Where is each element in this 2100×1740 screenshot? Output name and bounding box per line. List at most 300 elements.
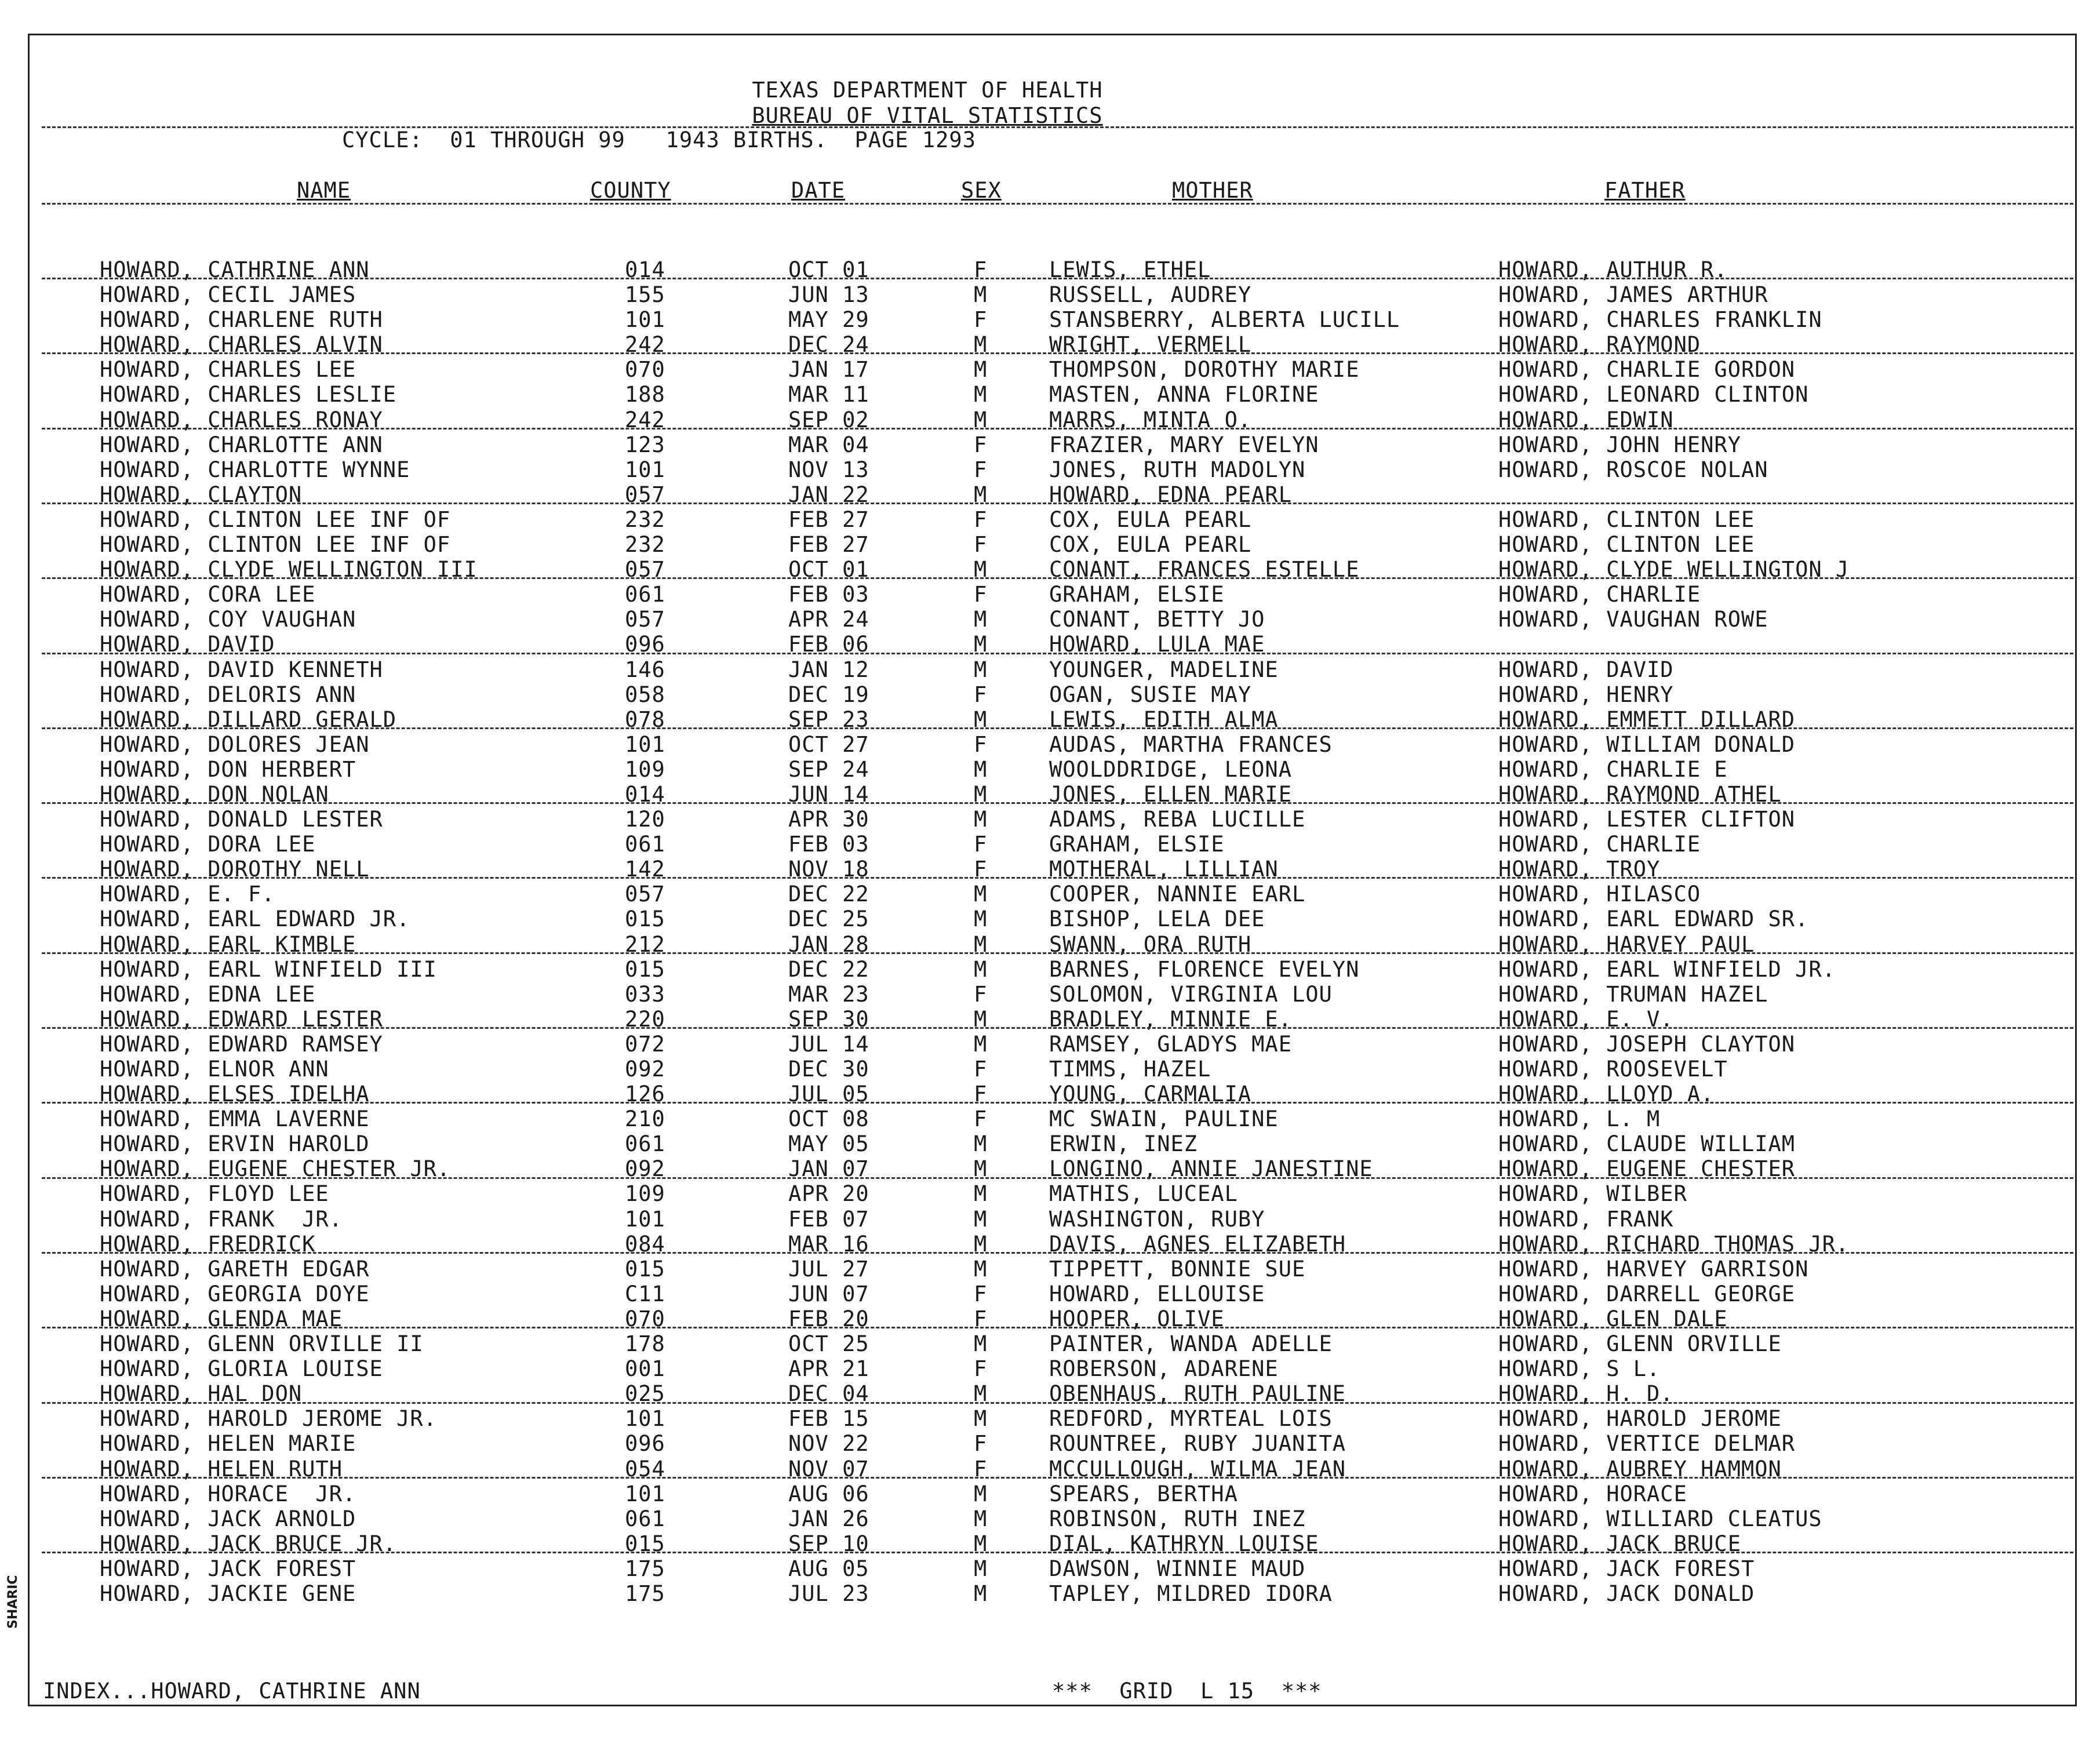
table-row <box>0 1357 2100 1382</box>
county-cell: 155 <box>625 282 665 308</box>
name-cell: HOWARD, CLYDE WELLINGTON III <box>100 557 478 583</box>
father-cell: HOWARD, GLENN ORVILLE <box>1498 1331 1782 1357</box>
county-cell: 120 <box>625 807 665 832</box>
mother-cell: GRAHAM, ELSIE <box>1049 832 1225 857</box>
name-cell: HOWARD, HELEN RUTH <box>100 1456 343 1481</box>
table-row <box>0 434 2100 458</box>
table-row <box>0 733 2100 758</box>
table-row <box>0 908 2100 933</box>
county-cell: 146 <box>625 657 665 682</box>
father-cell: HOWARD, WILLIAM DONALD <box>1498 731 1796 757</box>
date-cell: JUL 14 <box>788 1031 869 1057</box>
father-cell: HOWARD, CHARLIE <box>1498 832 1701 857</box>
sex-cell: M <box>974 956 988 982</box>
county-cell: 101 <box>625 1406 665 1432</box>
date-cell: APR 20 <box>788 1181 869 1207</box>
county-cell: 025 <box>625 1381 665 1407</box>
father-cell: HOWARD, HORACE <box>1498 1481 1687 1506</box>
county-cell: 178 <box>625 1331 665 1357</box>
table-row <box>0 1258 2100 1283</box>
mother-cell: YOUNGER, MADELINE <box>1049 657 1279 682</box>
row-group-divider <box>42 1552 2073 1553</box>
sex-cell: M <box>974 1531 988 1556</box>
father-cell: HOWARD, L. M <box>1498 1106 1661 1132</box>
county-cell: 033 <box>625 981 665 1007</box>
father-cell: HOWARD, JOHN HENRY <box>1498 432 1741 457</box>
name-cell: HOWARD, HELEN MARIE <box>100 1431 356 1457</box>
name-cell: HOWARD, DOROTHY NELL <box>100 857 370 882</box>
sex-cell: M <box>974 1481 988 1506</box>
table-row <box>0 1157 2100 1182</box>
county-cell: 175 <box>625 1581 665 1606</box>
sex-cell: M <box>974 907 988 932</box>
table-row <box>0 1532 2100 1557</box>
mother-cell: MASTEN, ANNA FLORINE <box>1049 382 1319 407</box>
father-cell: HOWARD, DAVID <box>1498 657 1674 682</box>
sex-cell: F <box>974 981 988 1007</box>
father-cell: HOWARD, WILLIARD CLEATUS <box>1498 1506 1822 1531</box>
table-row <box>0 483 2100 508</box>
table-row <box>0 1432 2100 1457</box>
table-row <box>0 833 2100 858</box>
sex-cell: M <box>974 707 988 732</box>
county-cell: 096 <box>625 632 665 657</box>
row-group-divider <box>42 1027 2073 1029</box>
column-header-father: FATHER <box>1604 178 1686 203</box>
name-cell: HOWARD, DOLORES JEAN <box>100 731 370 757</box>
date-cell: JAN 26 <box>788 1506 869 1531</box>
row-group-divider <box>42 1102 2073 1104</box>
date-cell: OCT 27 <box>788 731 869 757</box>
father-cell: HOWARD, HAROLD JEROME <box>1498 1406 1782 1432</box>
father-cell: HOWARD, VERTICE DELMAR <box>1498 1431 1796 1457</box>
sex-cell: F <box>974 1082 988 1107</box>
father-cell: HOWARD, EARL WINFIELD JR. <box>1498 956 1836 982</box>
date-cell: FEB 06 <box>788 632 869 657</box>
table-row <box>0 658 2100 683</box>
mother-cell: MATHIS, LUCEAL <box>1049 1181 1238 1207</box>
table-row <box>0 1182 2100 1207</box>
row-group-divider <box>42 577 2073 579</box>
sex-cell: M <box>974 332 988 358</box>
name-cell: HOWARD, DON HERBERT <box>100 756 356 782</box>
table-row <box>0 1483 2100 1508</box>
table-row <box>0 1582 2100 1607</box>
grid-label: *** GRID L 15 *** <box>1052 1679 1322 1703</box>
county-cell: 126 <box>625 1082 665 1107</box>
name-cell: HOWARD, JACK ARNOLD <box>100 1506 356 1531</box>
county-cell: 096 <box>625 1431 665 1457</box>
county-cell: 123 <box>625 432 665 457</box>
name-cell: HOWARD, GLENN ORVILLE II <box>100 1331 424 1357</box>
father-cell: HOWARD, EUGENE CHESTER <box>1498 1156 1796 1182</box>
table-row <box>0 583 2100 608</box>
county-cell: C11 <box>625 1281 665 1306</box>
father-cell: HOWARD, TROY <box>1498 857 1661 882</box>
date-cell: FEB 15 <box>788 1406 869 1432</box>
father-cell: HOWARD, CLINTON LEE <box>1498 532 1755 558</box>
father-cell: HOWARD, JACK FOREST <box>1498 1556 1755 1581</box>
sex-cell: M <box>974 756 988 782</box>
county-cell: 092 <box>625 1057 665 1082</box>
father-cell: HOWARD, CHARLES FRANKLIN <box>1498 307 1822 333</box>
date-cell: DEC 30 <box>788 1057 869 1082</box>
county-cell: 015 <box>625 956 665 982</box>
row-group-divider <box>42 1402 2073 1404</box>
county-cell: 072 <box>625 1031 665 1057</box>
table-row <box>0 558 2100 583</box>
sex-cell: F <box>974 1306 988 1331</box>
mother-cell: MC SWAIN, PAULINE <box>1049 1106 1279 1132</box>
name-cell: HOWARD, CHARLENE RUTH <box>100 307 383 333</box>
mother-cell: HOOPER, OLIVE <box>1049 1306 1225 1331</box>
father-cell: HOWARD, CLAUDE WILLIAM <box>1498 1131 1796 1157</box>
name-cell: HOWARD, CHARLOTTE ANN <box>100 432 383 457</box>
mother-cell: SWANN, ORA RUTH <box>1049 931 1252 957</box>
name-cell: HOWARD, CLAYTON <box>100 482 303 507</box>
row-group-divider <box>42 1177 2073 1179</box>
date-cell: AUG 05 <box>788 1556 869 1581</box>
father-cell: HOWARD, HILASCO <box>1498 882 1701 907</box>
county-cell: 101 <box>625 307 665 333</box>
county-cell: 109 <box>625 1181 665 1207</box>
sex-cell: F <box>974 1356 988 1382</box>
cycle-line: CYCLE: 01 THROUGH 99 1943 BIRTHS. PAGE 1293 <box>342 128 976 152</box>
sex-cell: M <box>974 1406 988 1432</box>
table-row <box>0 1233 2100 1258</box>
table-row <box>0 933 2100 958</box>
table-row <box>0 458 2100 483</box>
name-cell: HOWARD, GLORIA LOUISE <box>100 1356 383 1382</box>
mother-cell: FRAZIER, MARY EVELYN <box>1049 432 1319 457</box>
table-row <box>0 808 2100 833</box>
row-group-divider <box>42 802 2073 804</box>
date-cell: DEC 22 <box>788 956 869 982</box>
father-cell: HOWARD, ROOSEVELT <box>1498 1057 1728 1082</box>
name-cell: HOWARD, CLINTON LEE INF OF <box>100 532 451 558</box>
mother-cell: HOWARD, EDNA PEARL <box>1049 482 1292 507</box>
table-row <box>0 683 2100 708</box>
father-cell: HOWARD, E. V. <box>1498 1006 1674 1032</box>
date-cell: MAR 11 <box>788 382 869 407</box>
county-cell: 061 <box>625 1131 665 1157</box>
father-cell: HOWARD, CLINTON LEE <box>1498 507 1755 532</box>
mother-cell: DAVIS, AGNES ELIZABETH <box>1049 1231 1346 1257</box>
father-cell: HOWARD, S L. <box>1498 1356 1661 1382</box>
father-cell: HOWARD, ROSCOE NOLAN <box>1498 457 1768 482</box>
mother-cell: SPEARS, BERTHA <box>1049 1481 1238 1506</box>
date-cell: JAN 07 <box>788 1156 869 1182</box>
sex-cell: F <box>974 857 988 882</box>
father-cell: HOWARD, JOSEPH CLAYTON <box>1498 1031 1796 1057</box>
name-cell: HOWARD, JACKIE GENE <box>100 1581 356 1606</box>
sex-cell: M <box>974 882 988 907</box>
mother-cell: ROUNTREE, RUBY JUANITA <box>1049 1431 1346 1457</box>
father-cell: HOWARD, H. D. <box>1498 1381 1674 1407</box>
mother-cell: LEWIS, EDITH ALMA <box>1049 707 1279 732</box>
column-header-date: DATE <box>791 178 846 203</box>
father-cell: HOWARD, LEONARD CLINTON <box>1498 382 1809 407</box>
date-cell: DEC 24 <box>788 332 869 358</box>
mother-cell: JONES, ELLEN MARIE <box>1049 781 1292 807</box>
mother-cell: THOMPSON, DOROTHY MARIE <box>1049 357 1360 383</box>
row-group-divider <box>42 278 2073 279</box>
mother-cell: SOLOMON, VIRGINIA LOU <box>1049 981 1333 1007</box>
father-cell: HOWARD, EARL EDWARD SR. <box>1498 907 1809 932</box>
mother-cell: GRAHAM, ELSIE <box>1049 582 1225 607</box>
name-cell: HOWARD, CECIL JAMES <box>100 282 356 308</box>
date-cell: JUN 07 <box>788 1281 869 1306</box>
sex-cell: M <box>974 1381 988 1407</box>
county-cell: 057 <box>625 882 665 907</box>
name-cell: HOWARD, DONALD LESTER <box>100 807 383 832</box>
father-cell: HOWARD, RAYMOND <box>1498 332 1701 358</box>
name-cell: HOWARD, FREDRICK <box>100 1231 316 1257</box>
mother-cell: REDFORD, MYRTEAL LOIS <box>1049 1406 1333 1432</box>
name-cell: HOWARD, JACK FOREST <box>100 1556 356 1581</box>
county-cell: 101 <box>625 1206 665 1232</box>
father-cell: HOWARD, CHARLIE GORDON <box>1498 357 1796 383</box>
date-cell: NOV 13 <box>788 457 869 482</box>
date-cell: MAY 29 <box>788 307 869 333</box>
table-row <box>0 1382 2100 1407</box>
mother-cell: MCCULLOUGH, WILMA JEAN <box>1049 1456 1346 1481</box>
date-cell: SEP 02 <box>788 407 869 432</box>
county-cell: 015 <box>625 1531 665 1556</box>
sex-cell: F <box>974 307 988 333</box>
table-row <box>0 1083 2100 1108</box>
table-row <box>0 633 2100 658</box>
date-cell: DEC 25 <box>788 907 869 932</box>
sex-cell: F <box>974 1281 988 1306</box>
county-cell: 014 <box>625 257 665 282</box>
county-cell: 084 <box>625 1231 665 1257</box>
table-row <box>0 1033 2100 1058</box>
date-cell: MAY 05 <box>788 1131 869 1157</box>
table-row <box>0 1108 2100 1133</box>
father-cell: HOWARD, JAMES ARTHUR <box>1498 282 1768 308</box>
date-cell: FEB 07 <box>788 1206 869 1232</box>
mother-cell: ADAMS, REBA LUCILLE <box>1049 807 1306 832</box>
county-cell: 232 <box>625 507 665 532</box>
name-cell: HOWARD, JACK BRUCE JR. <box>100 1531 397 1556</box>
father-cell: HOWARD, RAYMOND ATHEL <box>1498 781 1782 807</box>
father-cell: HOWARD, CHARLIE E <box>1498 756 1728 782</box>
sex-cell: M <box>974 1331 988 1357</box>
mother-cell: HOWARD, LULA MAE <box>1049 632 1265 657</box>
date-cell: OCT 01 <box>788 557 869 583</box>
sex-cell: F <box>974 1106 988 1132</box>
date-cell: FEB 03 <box>788 582 869 607</box>
sex-cell: F <box>974 832 988 857</box>
mother-cell: JONES, RUTH MADOLYN <box>1049 457 1306 482</box>
father-cell: HOWARD, VAUGHAN ROWE <box>1498 607 1768 632</box>
table-row <box>0 1208 2100 1233</box>
sex-cell: M <box>974 282 988 308</box>
county-cell: 142 <box>625 857 665 882</box>
column-header-county: COUNTY <box>590 178 671 203</box>
county-cell: 057 <box>625 607 665 632</box>
table-row <box>0 1283 2100 1308</box>
table-row <box>0 508 2100 533</box>
father-cell: HOWARD, AUTHUR R. <box>1498 257 1728 282</box>
date-cell: NOV 22 <box>788 1431 869 1457</box>
name-cell: HOWARD, EARL WINFIELD III <box>100 956 437 982</box>
county-cell: 101 <box>625 731 665 757</box>
county-cell: 054 <box>625 1456 665 1481</box>
table-row <box>0 283 2100 308</box>
name-cell: HOWARD, E. F. <box>100 882 275 907</box>
mother-cell: DAWSON, WINNIE MAUD <box>1049 1556 1306 1581</box>
table-row <box>0 783 2100 808</box>
sex-cell: M <box>974 1581 988 1606</box>
name-cell: HOWARD, GARETH EDGAR <box>100 1256 370 1282</box>
name-cell: HOWARD, EARL KIMBLE <box>100 931 356 957</box>
name-cell: HOWARD, CHARLES ALVIN <box>100 332 383 358</box>
sex-cell: F <box>974 532 988 558</box>
name-cell: HOWARD, DAVID <box>100 632 275 657</box>
side-mark: SHARIC <box>6 1575 20 1629</box>
mother-cell: YOUNG, CARMALIA <box>1049 1082 1252 1107</box>
date-cell: SEP 24 <box>788 756 869 782</box>
index-label: INDEX...HOWARD, CATHRINE ANN <box>43 1679 421 1703</box>
table-row <box>0 383 2100 408</box>
date-cell: OCT 25 <box>788 1331 869 1357</box>
name-cell: HOWARD, CATHRINE ANN <box>100 257 370 282</box>
father-cell: HOWARD, FRANK <box>1498 1206 1674 1232</box>
sex-cell: M <box>974 1506 988 1531</box>
date-cell: AUG 06 <box>788 1481 869 1506</box>
county-cell: 057 <box>625 482 665 507</box>
father-cell: HOWARD, LLOYD A. <box>1498 1082 1715 1107</box>
sex-cell: M <box>974 632 988 657</box>
sex-cell: M <box>974 1256 988 1282</box>
row-group-divider <box>42 727 2073 729</box>
county-cell: 101 <box>625 1481 665 1506</box>
father-cell: HOWARD, LESTER CLIFTON <box>1498 807 1796 832</box>
sex-cell: F <box>974 257 988 282</box>
mother-cell: WASHINGTON, RUBY <box>1049 1206 1265 1232</box>
name-cell: HOWARD, EDWARD LESTER <box>100 1006 383 1032</box>
mother-cell: AUDAS, MARTHA FRANCES <box>1049 731 1333 757</box>
table-row <box>0 308 2100 333</box>
sex-cell: M <box>974 1231 988 1257</box>
name-cell: HOWARD, HAL DON <box>100 1381 303 1407</box>
column-header-divider <box>42 203 2073 205</box>
mother-cell: CONANT, BETTY JO <box>1049 607 1265 632</box>
county-cell: 242 <box>625 332 665 358</box>
name-cell: HOWARD, EUGENE CHESTER JR. <box>100 1156 451 1182</box>
date-cell: DEC 19 <box>788 682 869 707</box>
date-cell: JUN 13 <box>788 282 869 308</box>
table-row <box>0 333 2100 358</box>
sex-cell: F <box>974 507 988 532</box>
sex-cell: F <box>974 682 988 707</box>
name-cell: HOWARD, FLOYD LEE <box>100 1181 329 1207</box>
table-row <box>0 1308 2100 1333</box>
bureau-title: BUREAU OF VITAL STATISTICS <box>752 103 1103 128</box>
mother-cell: TAPLEY, MILDRED IDORA <box>1049 1581 1333 1606</box>
row-group-divider <box>42 503 2073 504</box>
sex-cell: M <box>974 1206 988 1232</box>
column-header-mother: MOTHER <box>1172 178 1253 203</box>
date-cell: MAR 04 <box>788 432 869 457</box>
table-row <box>0 1458 2100 1483</box>
county-cell: 014 <box>625 781 665 807</box>
sex-cell: M <box>974 357 988 383</box>
date-cell: FEB 27 <box>788 532 869 558</box>
mother-cell: COX, EULA PEARL <box>1049 507 1252 532</box>
name-cell: HOWARD, DON NOLAN <box>100 781 329 807</box>
table-row <box>0 858 2100 883</box>
sex-cell: F <box>974 432 988 457</box>
mother-cell: RAMSEY, GLADYS MAE <box>1049 1031 1292 1057</box>
date-cell: APR 21 <box>788 1356 869 1382</box>
name-cell: HOWARD, DELORIS ANN <box>100 682 356 707</box>
mother-cell: ROBINSON, RUTH INEZ <box>1049 1506 1306 1531</box>
date-cell: FEB 20 <box>788 1306 869 1331</box>
name-cell: HOWARD, ELNOR ANN <box>100 1057 329 1082</box>
father-cell: HOWARD, RICHARD THOMAS JR. <box>1498 1231 1850 1257</box>
table-row <box>0 533 2100 558</box>
sex-cell: M <box>974 657 988 682</box>
county-cell: 070 <box>625 1306 665 1331</box>
sex-cell: F <box>974 731 988 757</box>
sex-cell: M <box>974 781 988 807</box>
table-row <box>0 1407 2100 1432</box>
sex-cell: F <box>974 457 988 482</box>
table-row <box>0 1508 2100 1532</box>
county-cell: 015 <box>625 1256 665 1282</box>
mother-cell: BRADLEY, MINNIE E. <box>1049 1006 1292 1032</box>
table-row <box>0 358 2100 383</box>
mother-cell: COX, EULA PEARL <box>1049 532 1252 558</box>
table-row <box>0 708 2100 733</box>
date-cell: NOV 18 <box>788 857 869 882</box>
county-cell: 061 <box>625 832 665 857</box>
sex-cell: M <box>974 557 988 583</box>
name-cell: HOWARD, CORA LEE <box>100 582 316 607</box>
name-cell: HOWARD, DORA LEE <box>100 832 316 857</box>
records-list <box>0 259 2100 1607</box>
mother-cell: CONANT, FRANCES ESTELLE <box>1049 557 1360 583</box>
date-cell: MAR 16 <box>788 1231 869 1257</box>
sex-cell: M <box>974 382 988 407</box>
name-cell: HOWARD, CHARLES RONAY <box>100 407 383 432</box>
sex-cell: M <box>974 807 988 832</box>
table-row <box>0 1008 2100 1033</box>
county-cell: 212 <box>625 931 665 957</box>
table-row <box>0 608 2100 633</box>
mother-cell: ROBERSON, ADARENE <box>1049 1356 1279 1382</box>
date-cell: JAN 12 <box>788 657 869 682</box>
date-cell: SEP 30 <box>788 1006 869 1032</box>
date-cell: JUL 23 <box>788 1581 869 1606</box>
county-cell: 078 <box>625 707 665 732</box>
sex-cell: M <box>974 1156 988 1182</box>
sex-cell: M <box>974 607 988 632</box>
date-cell: JUL 05 <box>788 1082 869 1107</box>
mother-cell: HOWARD, ELLOUISE <box>1049 1281 1265 1306</box>
table-row <box>0 409 2100 434</box>
county-cell: 101 <box>625 457 665 482</box>
county-cell: 058 <box>625 682 665 707</box>
row-group-divider <box>42 1477 2073 1479</box>
name-cell: HOWARD, EMMA LAVERNE <box>100 1106 370 1132</box>
date-cell: FEB 03 <box>788 832 869 857</box>
sex-cell: F <box>974 1431 988 1457</box>
date-cell: DEC 04 <box>788 1381 869 1407</box>
